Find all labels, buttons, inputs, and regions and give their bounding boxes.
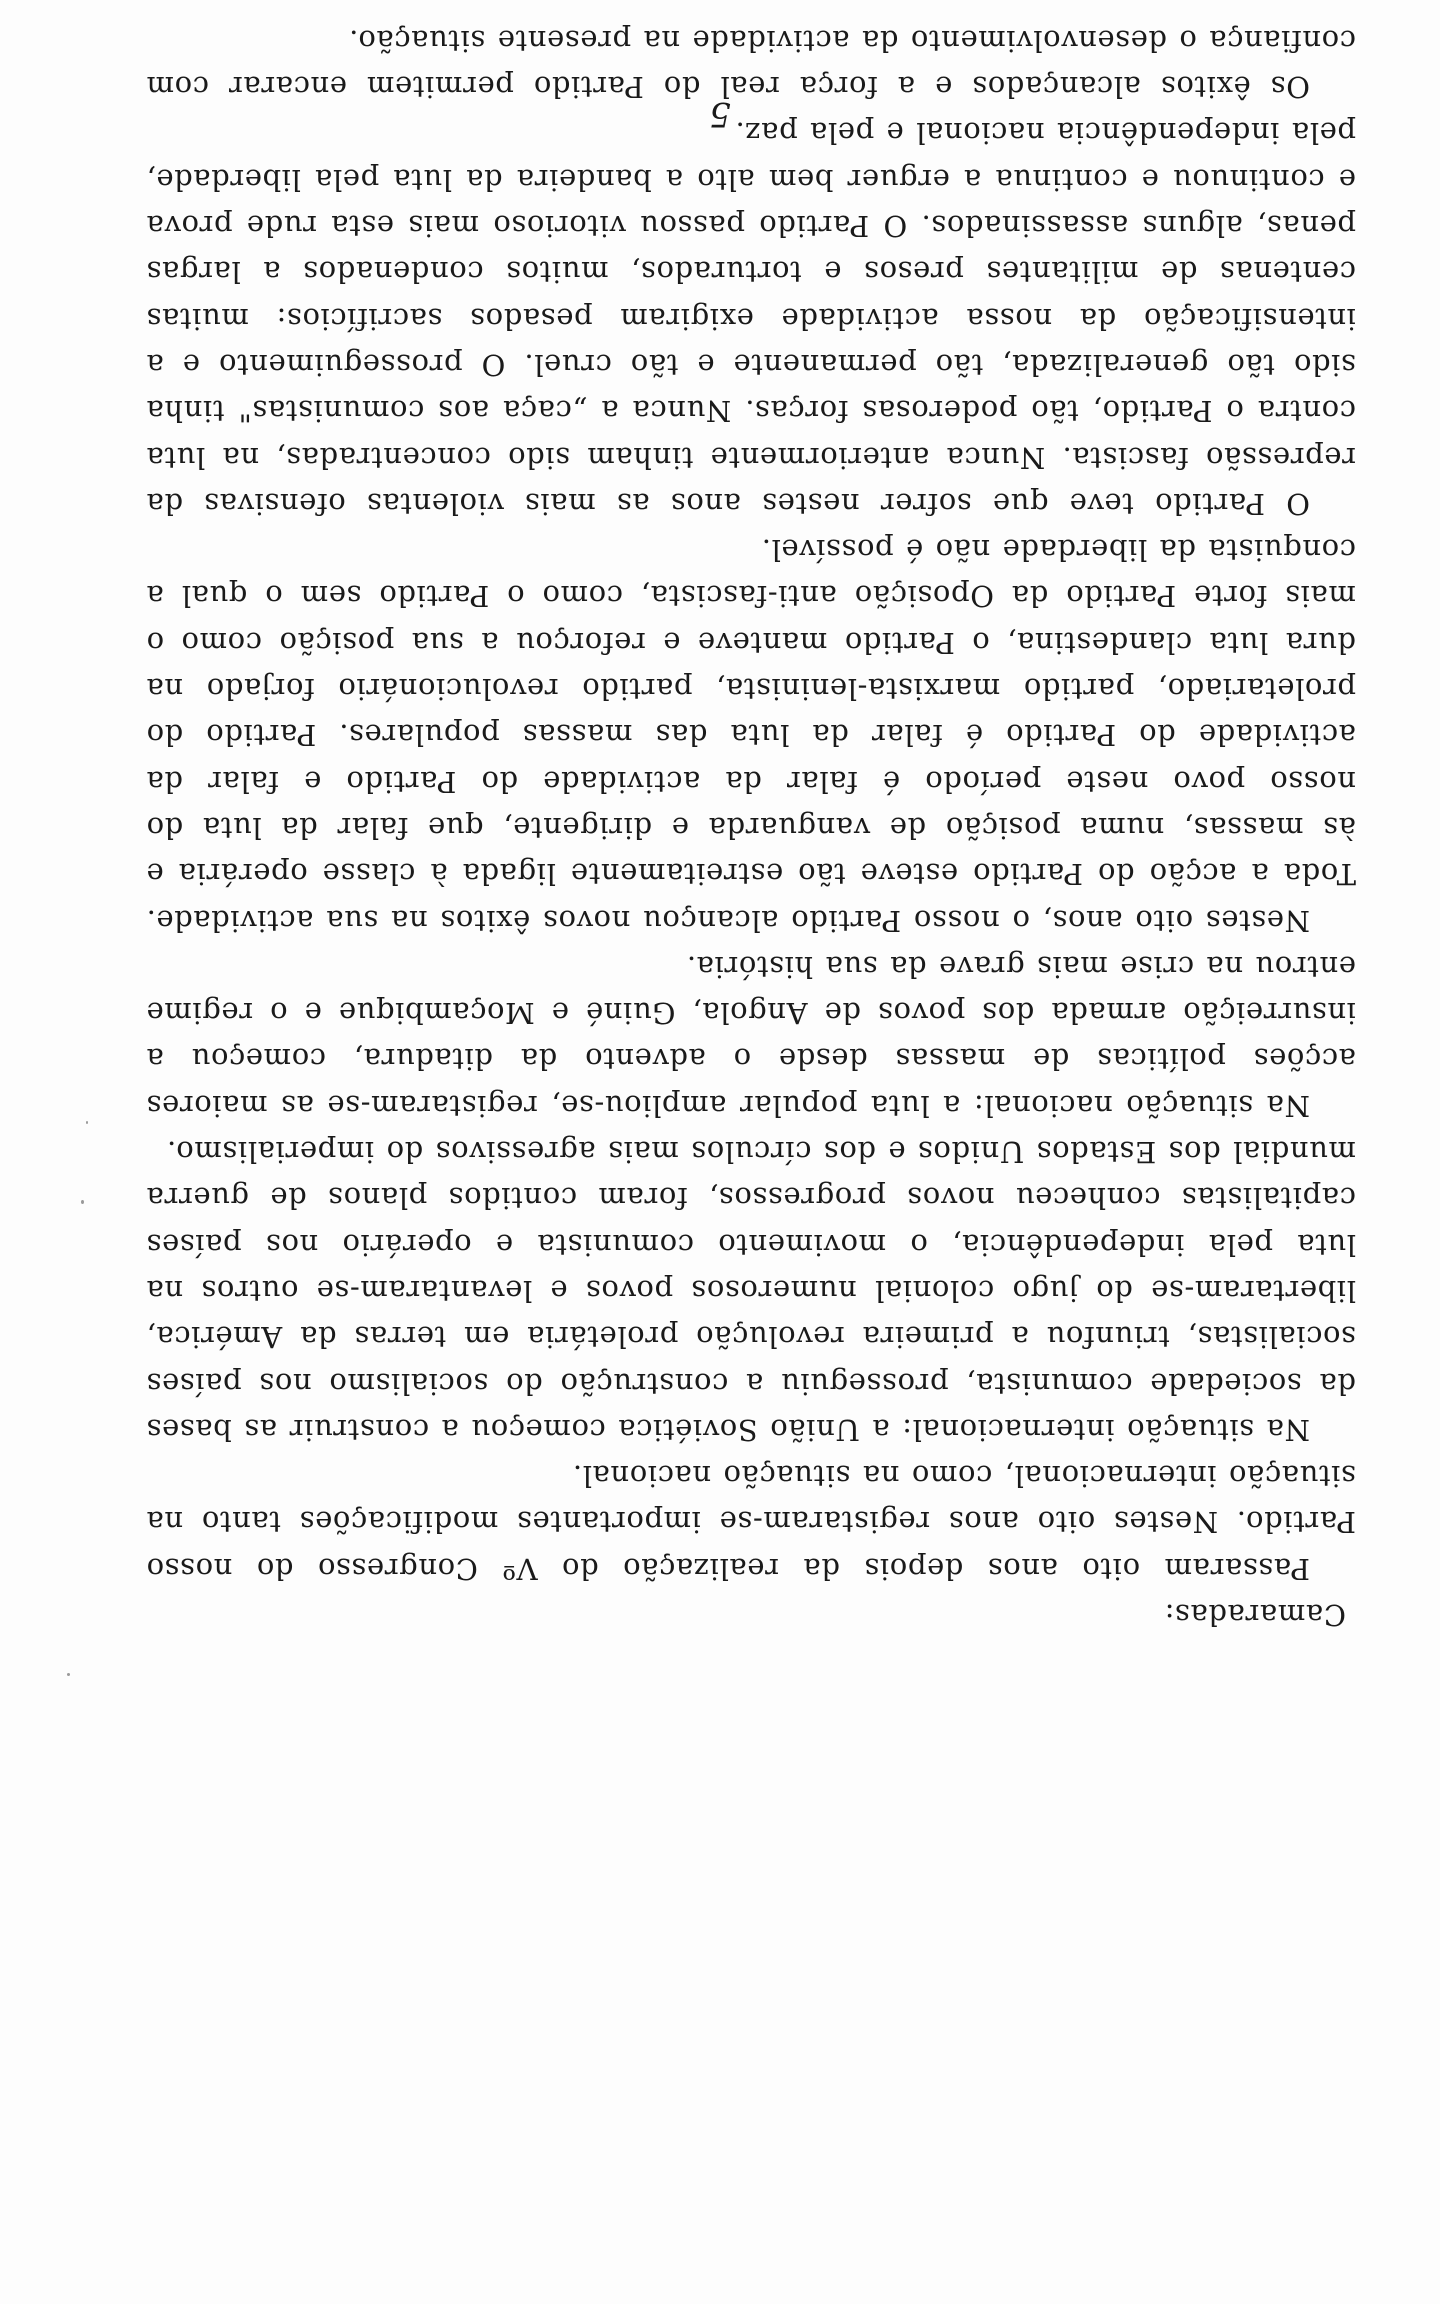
paragraph-international-situation: Na situação internacional: a União Soviética começou a construir as bases da sociedade comunista, prosseguiu a construção do socialismo nos países socialistas, triunfou a primeira revolução proletária em terras da América, libertaram-se do jugo colonial numerosos povos e levantaram-se outros na luta pela independência, o movimento comunista e operário nos países capitalistas conheceu novos progressos, foram contidos planos de guerra mundial dos Estados Unidos e dos círculos mais agressivos do imperialismo. [146,1135,1356,1447]
paragraph-party-successes: Nestes oito anos, o nosso Partido alcançou novos êxitos na sua actividade. Toda a acção do Partido esteve tão estreitamente ligada à classe operária e às massas, numa posição de vanguarda e dirigente, que falar da luta do nosso povo neste período é falar da actividade do Partido e falar da actividade do Partido é falar da luta das massas populares. Partido do proletariado, partido marxista-leninista, partido revolucionário forjado na dura luta clandestina, o Partido manteve e reforçou a sua posição como o mais forte Partido da Oposição anti-fascista, como o Partido sem o qual a conquista da liberdade não é possível. [146,533,1356,938]
paragraph-repression: O Partido teve que sofrer nestes anos as mais violentas ofensivas da repressão fascista. Nunca anteriormente tinham sido concentradas, na luta contra o Partido, tão poderosas forças. Nunca a „caça aos comunistas" tinha sido tão generalizada, tão permanente e tão cruel. O prosseguimento e a intensificação da nossa actividade exigiram pesados sacrifícios: muitas centenas de militantes presos e torturados, muitos condenados a largas penas, alguns assassinados. O Partido passou vitorioso mais esta rude prova e continuou e continua a erguer bem alto a bandeira da luta pela liberdade, pela independência nacional e pela paz. [146,116,1356,521]
scan-speck [81,1200,84,1204]
scan-speck [67,1673,70,1676]
scan-speck [86,1121,88,1124]
paragraph-congress: Passaram oito anos depois da realização do Vº Congresso do nosso Partido. Nestes oito anos registaram-se importantes modificações tanto na situação internacional, como na situação nacional. [146,1459,1356,1586]
salutation: Camaradas: [1164,1598,1346,1632]
paragraph-national-situation: Na situação nacional: a luta popular ampliou-se, registaram-se as maiores acções políticas de massas desde o advento da ditadura, começou a insurreição armada dos povos de Angola, Guiné e Moçambique e o regime entrou na crise mais grave da sua história. [146,949,1356,1123]
page-number: 5 [709,94,731,134]
paragraph-conclusion: Os êxitos alcançados e a força real do Partido permitem encarar com confiança o desenvolvimento da actividade na presente situação. [146,23,1356,105]
body-text [146,18,1356,1638]
